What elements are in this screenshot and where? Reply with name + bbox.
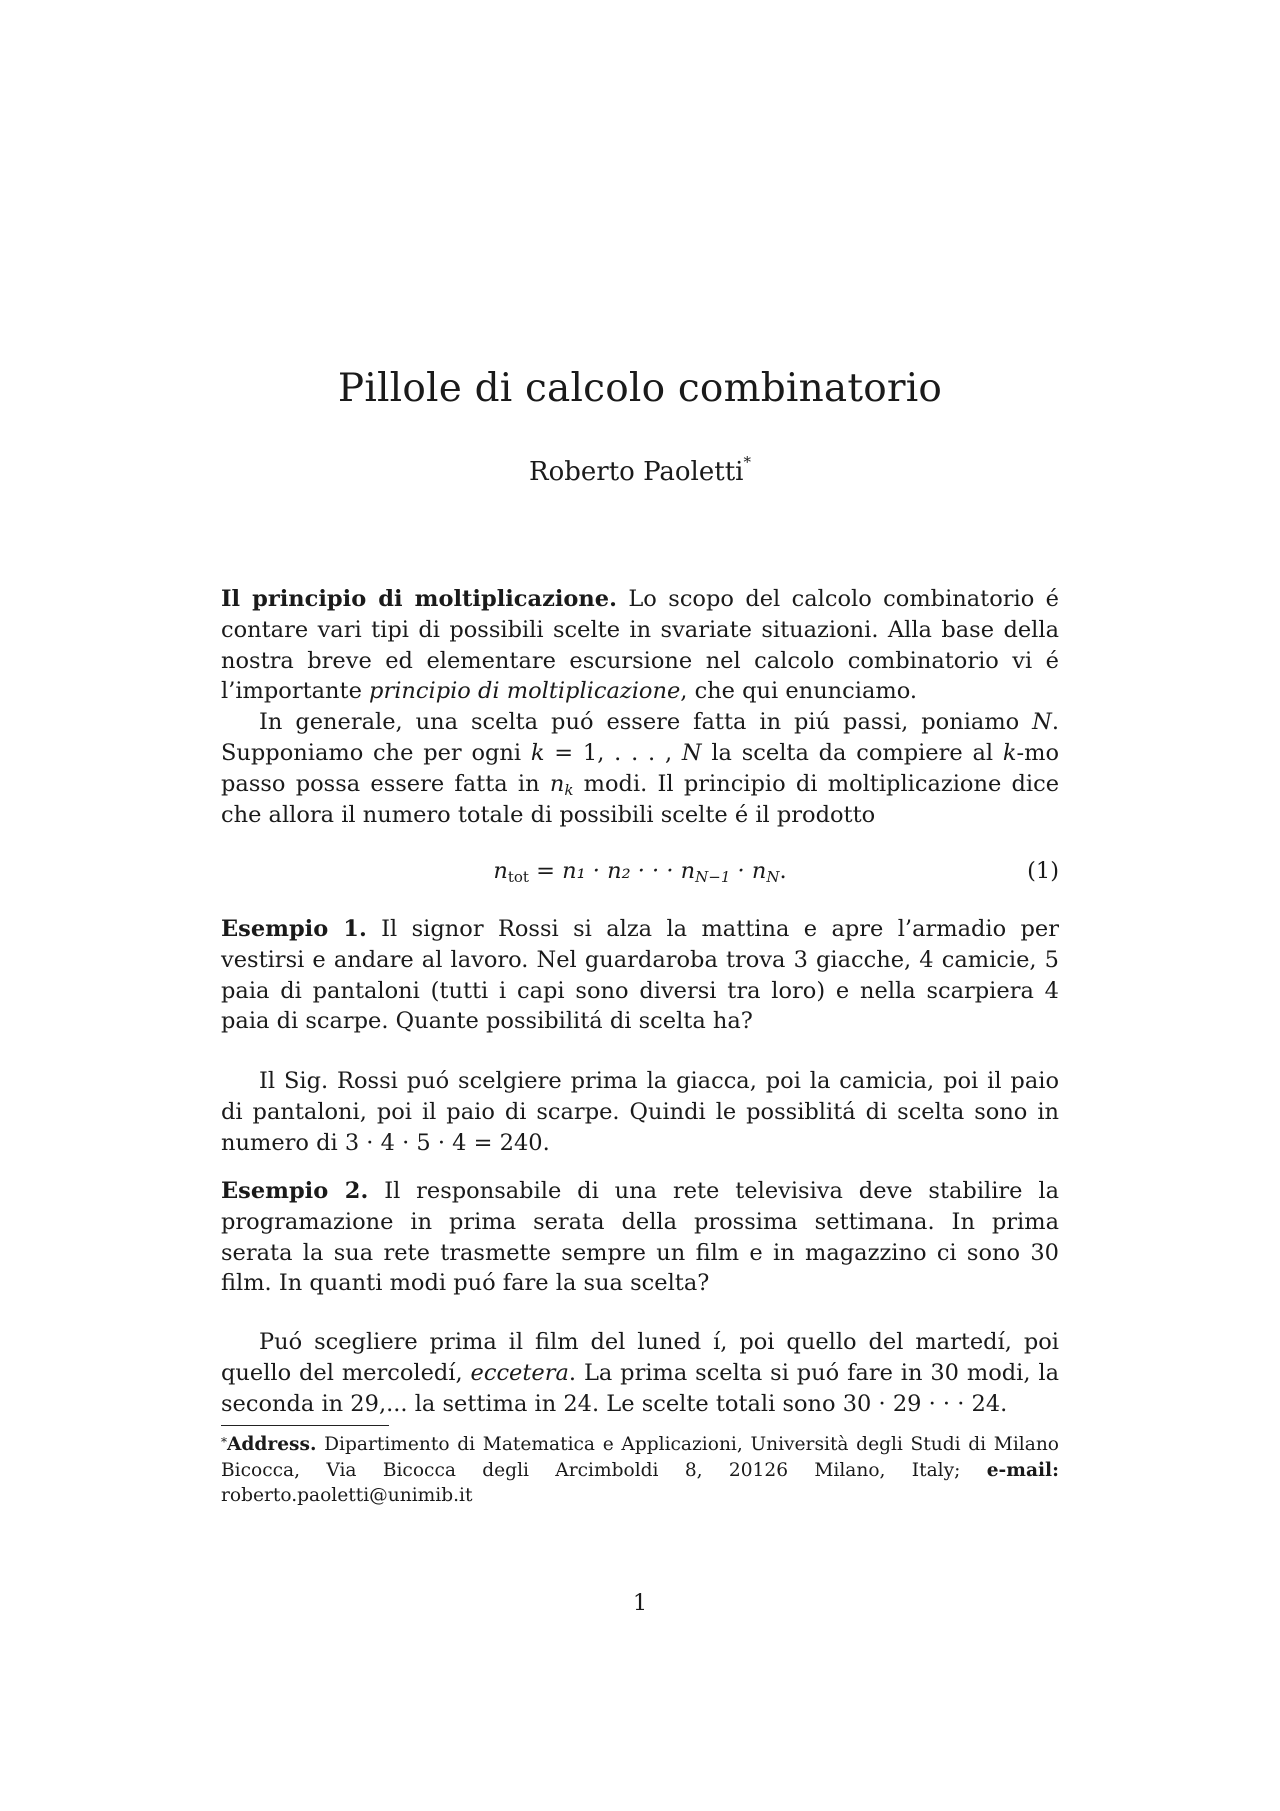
author-line <box>0 453 1280 487</box>
eq-lhs: n <box>493 858 508 884</box>
footnote-email-label: e-mail: <box>986 1459 1059 1481</box>
example-1-paragraph <box>221 914 1059 1037</box>
math-k: k <box>530 739 545 766</box>
section-moltiplicazione <box>221 584 1059 830</box>
solution-2-paragraph <box>221 1327 1059 1419</box>
footnote-address <box>221 1432 1059 1509</box>
paragraph-general <box>221 707 1059 830</box>
eq-end: . <box>779 858 787 884</box>
footnote-text: Dipartimento di Matematica e Applicazioni, Università degli Studi di Milano Bicocca, Via Bicocca degli Arcimboldi 8, 20126 Milano, Italy; <box>221 1434 1059 1481</box>
example-2-heading: Esempio 2. <box>221 1178 369 1204</box>
example-2 <box>221 1176 1059 1299</box>
general-text-d: -mo passo possa essere fatta in <box>221 739 1059 797</box>
eq-rhs-tail: · n <box>730 858 767 884</box>
general-text-c: la scelta da compiere al <box>701 739 994 766</box>
solution-1-text: Il Sig. Rossi puó scelgiere prima la giacca, poi la camicia, poi il paio di pantaloni, poi il paio di scarpe. Quindi le possiblitá di scelta sono in numero di 3 · 4 · 5 · 4 = 240. <box>221 1068 1059 1156</box>
solution-2 <box>221 1327 1059 1419</box>
equation-body <box>221 858 1059 884</box>
math-n-subscript: k <box>564 780 574 799</box>
eq-rhs-sub: N−1 <box>695 868 731 886</box>
math-k2: k <box>1002 739 1017 766</box>
solution-1 <box>221 1066 1059 1158</box>
equation-number: (1) <box>1027 858 1059 884</box>
section-heading: Il principio di moltiplicazione. <box>221 586 617 612</box>
paragraph-intro <box>221 584 1059 707</box>
solution-2-emphasis: eccetera <box>470 1359 569 1386</box>
footnote-email: roberto.paoletti@unimib.it <box>221 1485 473 1506</box>
example-1 <box>221 914 1059 1037</box>
footnote-label: Address. <box>227 1434 317 1455</box>
example-1-heading: Esempio 1. <box>221 916 367 942</box>
author-name: Roberto Paoletti <box>529 457 744 487</box>
eq-lhs-sub: tot <box>507 868 529 886</box>
example-2-text: Il responsabile di una rete televisiva deve stabilire la programazione in prima serata della prossima settimana. In prima serata la sua rete trasmette sempre un film e in magazzino ci sono 30 film. In quanti modi puó fare la sua scelta? <box>221 1178 1059 1297</box>
footnote-mark: * <box>221 1435 227 1449</box>
solution-2-text-b: . La prima scelta si puó fare in 30 modi, la seconda in 29,... la settima in 24. Le scelte totali sono 30 · 29 · · · 24. <box>221 1359 1059 1417</box>
footnote-marker: * <box>743 453 751 471</box>
general-text-a: In generale, una scelta puó essere fatta in piú passi, poniamo <box>259 709 1020 736</box>
eq-rhs: = n₁ · n₂ · · · n <box>528 858 696 884</box>
math-n: n <box>549 770 565 797</box>
solution-2-text-a: Puó scegliere prima il film del luned í, poi quello del martedí, poi quello del mercoledí, <box>221 1329 1059 1386</box>
intro-text: Lo scopo del calcolo combinatorio é contare vari tipi di possibili scelte in svariate situazioni. Alla base della nostra breve ed elementare escursione nel calcolo combinatorio vi é l’importante <box>221 586 1059 705</box>
page-number: 1 <box>632 1590 648 1616</box>
intro-emphasis: principio di moltiplicazione <box>369 678 681 705</box>
paper-title: Pillole di calcolo combinatorio <box>337 366 943 411</box>
intro-tail: , che qui enunciamo. <box>680 678 918 705</box>
general-text-e: modi. Il principio di moltiplicazione dice che allora il numero totale di possibili scelte é il prodotto <box>221 770 1060 828</box>
general-text-b: . Supponiamo che per ogni <box>221 709 1059 766</box>
equation-1 <box>221 858 1059 892</box>
example-2-paragraph <box>221 1176 1059 1299</box>
eq-rhs-tail-sub: N <box>766 868 780 886</box>
math-N2: N <box>681 739 702 766</box>
math-N: N <box>1032 709 1052 736</box>
example-1-text: Il signor Rossi si alza la mattina e apre l’armadio per vestirsi e andare al lavoro. Nel guardaroba trova 3 giacche, 4 camicie, 5 paia di pantaloni (tutti i capi sono diversi tra loro) e nella scarpiera 4 paia di scarpe. Quante possibilitá di scelta ha? <box>221 916 1060 1035</box>
math-range: = 1, . . . , <box>544 739 682 766</box>
footnote-divider <box>221 1425 389 1426</box>
